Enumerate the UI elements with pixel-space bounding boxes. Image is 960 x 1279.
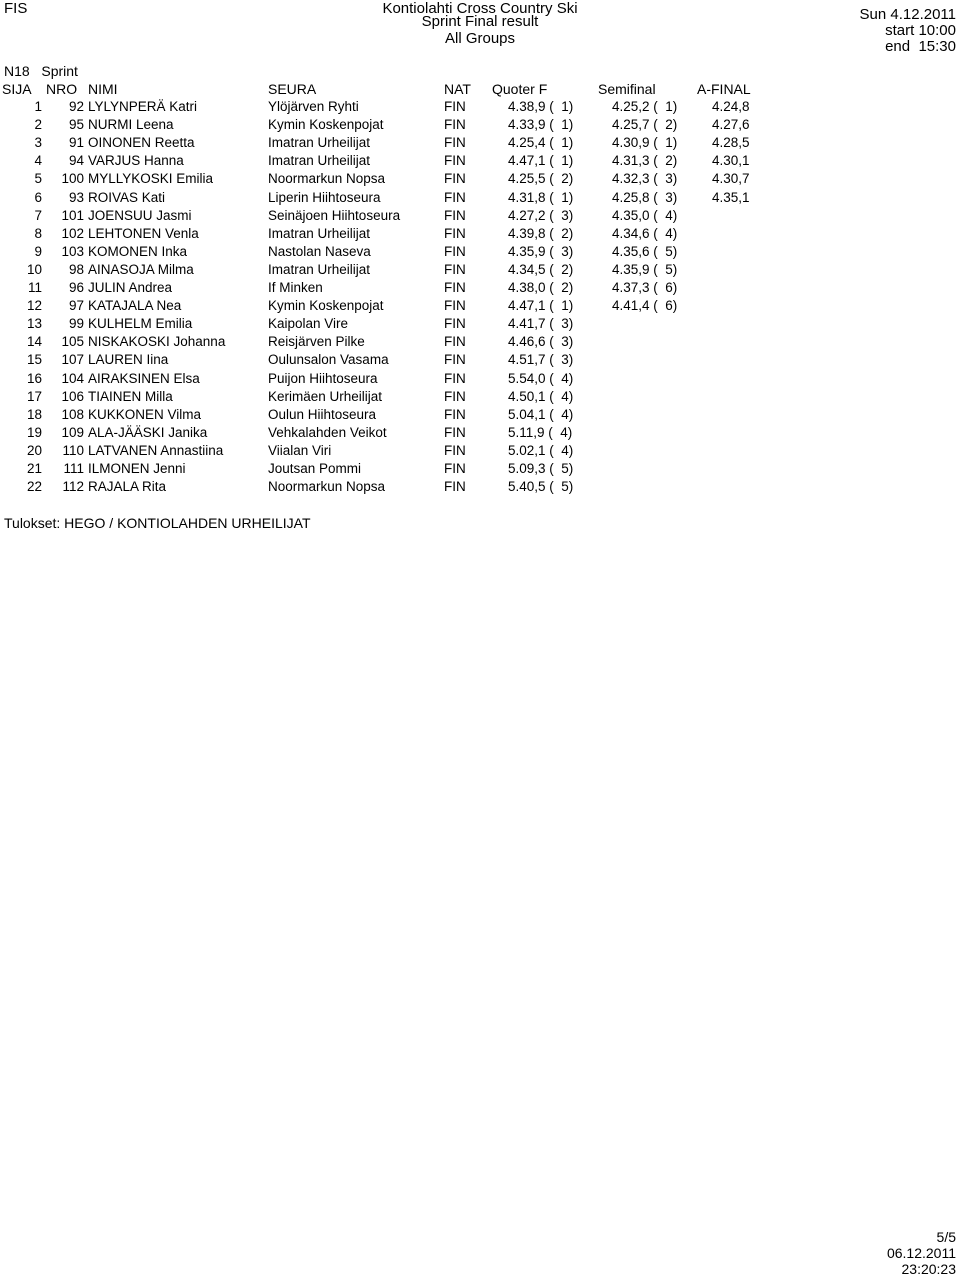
cell-nat: FIN bbox=[444, 135, 466, 151]
cell-nimi: LYLYNPERÄ Katri bbox=[88, 99, 198, 114]
cell-nat: FIN bbox=[444, 334, 466, 350]
cell-nimi: JULIN Andrea bbox=[88, 280, 173, 295]
cell-quoter: 5.09,3 ( 5) bbox=[508, 461, 574, 476]
cell-sija: 10 bbox=[26, 261, 42, 277]
cell-nro: 98 bbox=[68, 261, 84, 277]
cell-nimi: LEHTONEN Venla bbox=[88, 225, 199, 241]
cell-nimi: KATAJALA Nea bbox=[88, 298, 182, 314]
cell-sija: 8 bbox=[34, 225, 42, 241]
cell-sija: 11 bbox=[27, 280, 42, 295]
cell-nat: FIN bbox=[444, 316, 466, 332]
cell-nimi: NISKAKOSKI Johanna bbox=[88, 334, 226, 350]
cell-quoter: 5.40,5 ( 5) bbox=[508, 479, 574, 495]
cell-nat: FIN bbox=[444, 298, 466, 314]
print-time: 23:20:23 bbox=[901, 1261, 956, 1277]
cell-seura: Kymin Koskenpojat bbox=[268, 117, 384, 133]
cell-sija: 1 bbox=[34, 99, 42, 114]
cell-nro: 104 bbox=[61, 370, 84, 386]
cell-semifinal: 4.41,4 ( 6) bbox=[612, 298, 678, 314]
cell-seura: Ylöjärven Ryhti bbox=[268, 99, 359, 114]
cell-sija: 12 bbox=[26, 298, 42, 314]
cell-seura: Seinäjoen Hiihtoseura bbox=[268, 207, 401, 223]
col-nimi: NIMI bbox=[88, 81, 118, 97]
cell-afinal: 4.24,8 bbox=[712, 99, 750, 114]
cell-nat: FIN bbox=[444, 261, 466, 277]
result-title: Sprint Final result bbox=[421, 13, 539, 30]
table-row bbox=[0, 315, 960, 333]
cell-nro: 99 bbox=[68, 316, 84, 332]
cell-semifinal: 4.30,9 ( 1) bbox=[612, 135, 678, 151]
table-row bbox=[0, 243, 960, 261]
cell-seura: Kaipolan Vire bbox=[268, 316, 349, 332]
race-label bbox=[4, 63, 78, 80]
group-label: All Groups bbox=[444, 30, 516, 47]
cell-quoter: 4.38,0 ( 2) bbox=[508, 280, 574, 295]
cell-quoter: 5.11,9 ( 4) bbox=[508, 424, 573, 440]
cell-quoter: 5.02,1 ( 4) bbox=[508, 442, 574, 458]
cell-nro: 96 bbox=[68, 280, 84, 295]
cell-seura: Imatran Urheilijat bbox=[268, 153, 371, 169]
cell-sija: 17 bbox=[26, 388, 42, 404]
cell-nat: FIN bbox=[444, 388, 466, 404]
cell-nimi: MYLLYKOSKI Emilia bbox=[88, 171, 214, 187]
end-time: end 15:30 bbox=[885, 38, 956, 55]
cell-quoter: 4.47,1 ( 1) bbox=[508, 298, 574, 314]
table-row bbox=[0, 279, 960, 297]
cell-quoter: 5.54,0 ( 4) bbox=[508, 370, 574, 386]
cell-sija: 19 bbox=[26, 424, 42, 440]
cell-nimi: NURMI Leena bbox=[88, 117, 174, 133]
table-row bbox=[0, 207, 960, 225]
cell-nimi: ROIVAS Kati bbox=[88, 189, 166, 205]
org-label: FIS bbox=[4, 0, 28, 17]
cell-sija: 13 bbox=[26, 316, 42, 332]
cell-semifinal: 4.35,9 ( 5) bbox=[612, 261, 678, 277]
cell-nro: 94 bbox=[68, 153, 84, 169]
cell-semifinal: 4.31,3 ( 2) bbox=[612, 153, 678, 169]
cell-nro: 102 bbox=[61, 225, 84, 241]
table-row bbox=[0, 152, 960, 170]
table-row bbox=[0, 116, 960, 134]
cell-seura: If Minken bbox=[268, 280, 323, 295]
cell-seura: Oulunsalon Vasama bbox=[268, 352, 389, 368]
cell-seura: Oulun Hiihtoseura bbox=[268, 406, 377, 422]
cell-sija: 4 bbox=[34, 153, 42, 169]
cell-nat: FIN bbox=[444, 280, 466, 295]
cell-nat: FIN bbox=[444, 225, 466, 241]
cell-sija: 14 bbox=[26, 334, 42, 350]
cell-nimi: ALA-JÄÄSKI Janika bbox=[88, 424, 208, 440]
cell-nimi: KUKKONEN Vilma bbox=[88, 406, 202, 422]
cell-sija: 16 bbox=[26, 370, 42, 386]
table-row bbox=[0, 478, 960, 496]
cell-nro: 112 bbox=[62, 479, 84, 495]
cell-semifinal: 4.25,7 ( 2) bbox=[612, 117, 678, 133]
cell-nro: 93 bbox=[68, 189, 84, 205]
table-row bbox=[0, 406, 960, 424]
cell-semifinal: 4.25,2 ( 1) bbox=[612, 99, 678, 114]
cell-seura: Joutsan Pommi bbox=[268, 461, 362, 476]
cell-nat: FIN bbox=[444, 424, 466, 440]
cell-seura: Liperin Hiihtoseura bbox=[268, 189, 381, 205]
col-quoter: Quoter F bbox=[492, 81, 548, 97]
cell-nimi: VARJUS Hanna bbox=[88, 153, 184, 169]
cell-semifinal: 4.25,8 ( 3) bbox=[612, 189, 678, 205]
cell-quoter: 4.41,7 ( 3) bbox=[508, 316, 574, 332]
results-credit: Tulokset: HEGO / KONTIOLAHDEN URHEILIJAT bbox=[4, 515, 311, 531]
cell-quoter: 4.35,9 ( 3) bbox=[508, 243, 574, 259]
cell-seura: Viialan Viri bbox=[268, 442, 332, 458]
table-row bbox=[0, 170, 960, 188]
cell-nat: FIN bbox=[444, 189, 466, 205]
start-time: start 10:00 bbox=[885, 22, 956, 39]
event-date: Sun 4.12.2011 bbox=[859, 6, 956, 23]
cell-seura: Vehkalahden Veikot bbox=[268, 424, 387, 440]
cell-nimi: TIAINEN Milla bbox=[88, 388, 173, 404]
cell-nat: FIN bbox=[444, 352, 466, 368]
cell-afinal: 4.27,6 bbox=[712, 117, 750, 133]
cell-sija: 22 bbox=[26, 479, 42, 495]
cell-nimi: RAJALA Rita bbox=[88, 479, 167, 495]
event-title: Kontiolahti Cross Country Ski bbox=[382, 0, 578, 17]
cell-nimi: OINONEN Reetta bbox=[88, 135, 195, 151]
cell-nimi: KOMONEN Inka bbox=[88, 243, 188, 259]
cell-nro: 95 bbox=[68, 117, 84, 133]
cell-nat: FIN bbox=[444, 370, 466, 386]
cell-nro: 103 bbox=[61, 243, 84, 259]
table-row bbox=[0, 225, 960, 243]
table-row bbox=[0, 351, 960, 369]
table-row bbox=[0, 134, 960, 152]
cell-nro: 106 bbox=[61, 388, 84, 404]
cell-nro: 111 bbox=[63, 461, 84, 476]
cell-nimi: KULHELM Emilia bbox=[88, 316, 193, 332]
print-date: 06.12.2011 bbox=[886, 1245, 956, 1261]
cell-nro: 101 bbox=[61, 207, 84, 223]
cell-quoter: 4.50,1 ( 4) bbox=[508, 388, 574, 404]
cell-nro: 97 bbox=[68, 298, 84, 314]
col-afinal: A-FINAL bbox=[697, 81, 751, 97]
cell-nro: 110 bbox=[62, 442, 84, 458]
cell-semifinal: 4.32,3 ( 3) bbox=[612, 171, 678, 187]
col-sija: SIJA bbox=[2, 81, 32, 97]
cell-nro: 92 bbox=[68, 99, 84, 114]
col-nro: NRO bbox=[46, 81, 78, 97]
cell-sija: 7 bbox=[34, 207, 42, 223]
table-row bbox=[0, 442, 960, 460]
cell-nat: FIN bbox=[444, 171, 466, 187]
cell-nat: FIN bbox=[444, 207, 466, 223]
cell-quoter: 4.38,9 ( 1) bbox=[508, 99, 574, 114]
table-row bbox=[0, 460, 960, 478]
cell-quoter: 4.25,4 ( 1) bbox=[508, 135, 574, 151]
cell-seura: Imatran Urheilijat bbox=[268, 225, 371, 241]
cell-quoter: 4.33,9 ( 1) bbox=[508, 117, 574, 133]
cell-sija: 6 bbox=[34, 189, 42, 205]
cell-sija: 5 bbox=[34, 171, 42, 187]
cell-sija: 18 bbox=[26, 406, 42, 422]
col-nat: NAT bbox=[444, 81, 471, 97]
table-row bbox=[0, 388, 960, 406]
cell-seura: Kymin Koskenpojat bbox=[268, 298, 384, 314]
cell-sija: 20 bbox=[26, 442, 42, 458]
cell-nro: 105 bbox=[61, 334, 84, 350]
cell-afinal: 4.30,1 bbox=[712, 153, 750, 169]
cell-quoter: 4.47,1 ( 1) bbox=[508, 153, 574, 169]
race-name: Sprint bbox=[41, 63, 78, 79]
cell-seura: Nastolan Naseva bbox=[268, 243, 371, 259]
cell-seura: Imatran Urheilijat bbox=[268, 261, 371, 277]
cell-quoter: 5.04,1 ( 4) bbox=[508, 406, 574, 422]
cell-seura: Noormarkun Nopsa bbox=[268, 171, 386, 187]
cell-semifinal: 4.35,6 ( 5) bbox=[612, 243, 678, 259]
cell-nro: 107 bbox=[61, 352, 84, 368]
col-seura: SEURA bbox=[268, 81, 317, 97]
cell-afinal: 4.35,1 bbox=[712, 189, 750, 205]
cell-nro: 100 bbox=[61, 171, 84, 187]
cell-sija: 21 bbox=[26, 461, 42, 476]
table-row bbox=[0, 297, 960, 315]
cell-semifinal: 4.34,6 ( 4) bbox=[612, 225, 678, 241]
cell-nat: FIN bbox=[444, 479, 466, 495]
cell-nro: 109 bbox=[61, 424, 84, 440]
cell-quoter: 4.51,7 ( 3) bbox=[508, 352, 574, 368]
cell-sija: 9 bbox=[34, 243, 42, 259]
cell-nat: FIN bbox=[444, 99, 466, 114]
cell-sija: 3 bbox=[34, 135, 42, 151]
cell-quoter: 4.31,8 ( 1) bbox=[508, 189, 574, 205]
cell-quoter: 4.46,6 ( 3) bbox=[508, 334, 574, 350]
cell-seura: Reisjärven Pilke bbox=[268, 334, 365, 350]
cell-nat: FIN bbox=[444, 243, 466, 259]
cell-seura: Imatran Urheilijat bbox=[268, 135, 371, 151]
cell-nat: FIN bbox=[444, 442, 466, 458]
cell-nimi: AINASOJA Milma bbox=[88, 261, 194, 277]
cell-seura: Puijon Hiihtoseura bbox=[268, 370, 378, 386]
cell-quoter: 4.27,2 ( 3) bbox=[508, 207, 574, 223]
cell-quoter: 4.34,5 ( 2) bbox=[508, 261, 574, 277]
cell-semifinal: 4.35,0 ( 4) bbox=[612, 207, 678, 223]
cell-seura: Kerimäen Urheilijat bbox=[268, 388, 383, 404]
cell-sija: 2 bbox=[34, 117, 42, 133]
col-semifinal: Semifinal bbox=[598, 81, 656, 97]
cell-semifinal: 4.37,3 ( 6) bbox=[612, 280, 678, 295]
cell-quoter: 4.39,8 ( 2) bbox=[508, 225, 574, 241]
table-row bbox=[0, 261, 960, 279]
cell-nat: FIN bbox=[444, 461, 466, 476]
race-category: N18 bbox=[4, 63, 30, 79]
cell-quoter: 4.25,5 ( 2) bbox=[508, 171, 574, 187]
table-row bbox=[0, 98, 960, 116]
table-row bbox=[0, 370, 960, 388]
cell-nat: FIN bbox=[444, 406, 466, 422]
cell-nimi: LAUREN Iina bbox=[88, 352, 169, 368]
cell-nimi: AIRAKSINEN Elsa bbox=[88, 370, 200, 386]
cell-nat: FIN bbox=[444, 117, 466, 133]
cell-sija: 15 bbox=[26, 352, 42, 368]
cell-seura: Noormarkun Nopsa bbox=[268, 479, 386, 495]
page-number: 5/5 bbox=[936, 1229, 956, 1245]
table-row bbox=[0, 424, 960, 442]
table-row bbox=[0, 333, 960, 351]
cell-afinal: 4.28,5 bbox=[712, 135, 750, 151]
cell-nimi: LATVANEN Annastiina bbox=[88, 442, 224, 458]
cell-nro: 91 bbox=[68, 135, 84, 151]
cell-nat: FIN bbox=[444, 153, 466, 169]
cell-nimi: JOENSUU Jasmi bbox=[88, 207, 192, 223]
cell-nimi: ILMONEN Jenni bbox=[88, 461, 186, 476]
cell-nro: 108 bbox=[61, 406, 84, 422]
cell-afinal: 4.30,7 bbox=[712, 171, 750, 187]
table-row bbox=[0, 189, 960, 207]
